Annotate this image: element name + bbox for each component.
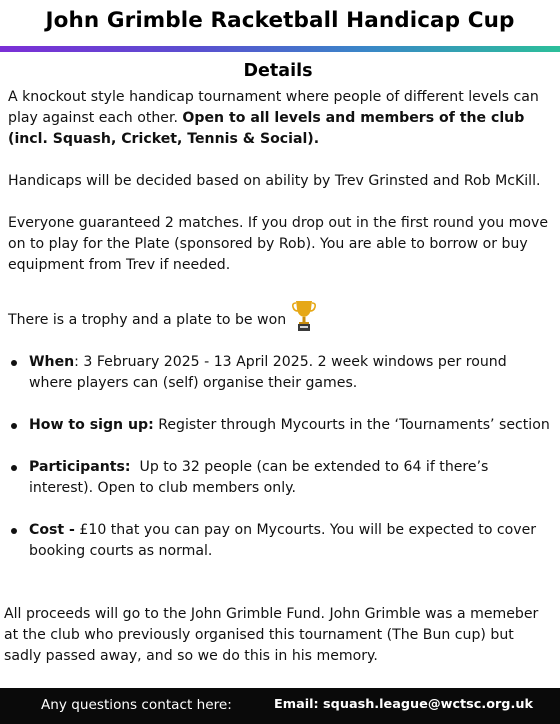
matches-paragraph: Everyone guaranteed 2 matches. If you drop out in the first round you move on to play for the Plate (sponsored by Rob). You are able to borrow or buy equipment from Trev if needed. (8, 215, 549, 273)
contact-footer (0, 688, 560, 724)
details-heading: Details (243, 61, 313, 81)
bullet-text: £10 that you can pay on Mycourts. You will be expected to cover booking courts as normal. (29, 522, 537, 559)
page-title: John Grimble Racketball Handicap Cup (45, 8, 515, 33)
intro-bold-text: Open to all levels and members of the club (incl. Squash, Cricket, Tennis & Social). (8, 110, 525, 147)
list-item-signup (8, 415, 553, 436)
trophy-text: There is a trophy and a plate to be won (8, 312, 287, 328)
closing-paragraph: All proceeds will go to the John Grimble Fund. John Grimble was a memeber at the club who previously organised this tournament (The Bun cup) but sadly passed away, and so we do this in his memory. (4, 606, 539, 664)
title-divider (0, 46, 560, 52)
intro-paragraph (8, 87, 553, 150)
trophy-icon (292, 298, 316, 332)
bullet-text: Up to 32 people (can be extended to 64 if there’s interest). Open to club members only. (29, 459, 493, 496)
bullet-text: : 3 February 2025 - 13 April 2025. 2 week windows per round where players can (self) organise their games. (29, 354, 507, 391)
bullet-text: Register through Mycourts in the ‘Tournaments’ section (153, 417, 550, 433)
contact-label: Any questions contact here: (41, 697, 232, 713)
bullet-label: When (29, 354, 75, 370)
list-item-when (8, 352, 553, 394)
bullet-label: Cost - (29, 522, 75, 538)
bullet-label: Participants: (29, 459, 131, 475)
contact-email[interactable]: Email: squash.league@wctsc.org.uk (274, 697, 533, 712)
trophy-paragraph (8, 297, 553, 331)
details-list (8, 352, 553, 562)
details-content (8, 87, 553, 583)
list-item-participants (8, 457, 553, 499)
handicaps-paragraph: Handicaps will be decided based on ability by Trev Grinsted and Rob McKill. (8, 173, 541, 189)
bullet-label: How to sign up: (29, 417, 154, 433)
list-item-cost (8, 520, 553, 562)
intro-text: A knockout style handicap tournament where people of different levels can play against each other. (8, 89, 539, 126)
